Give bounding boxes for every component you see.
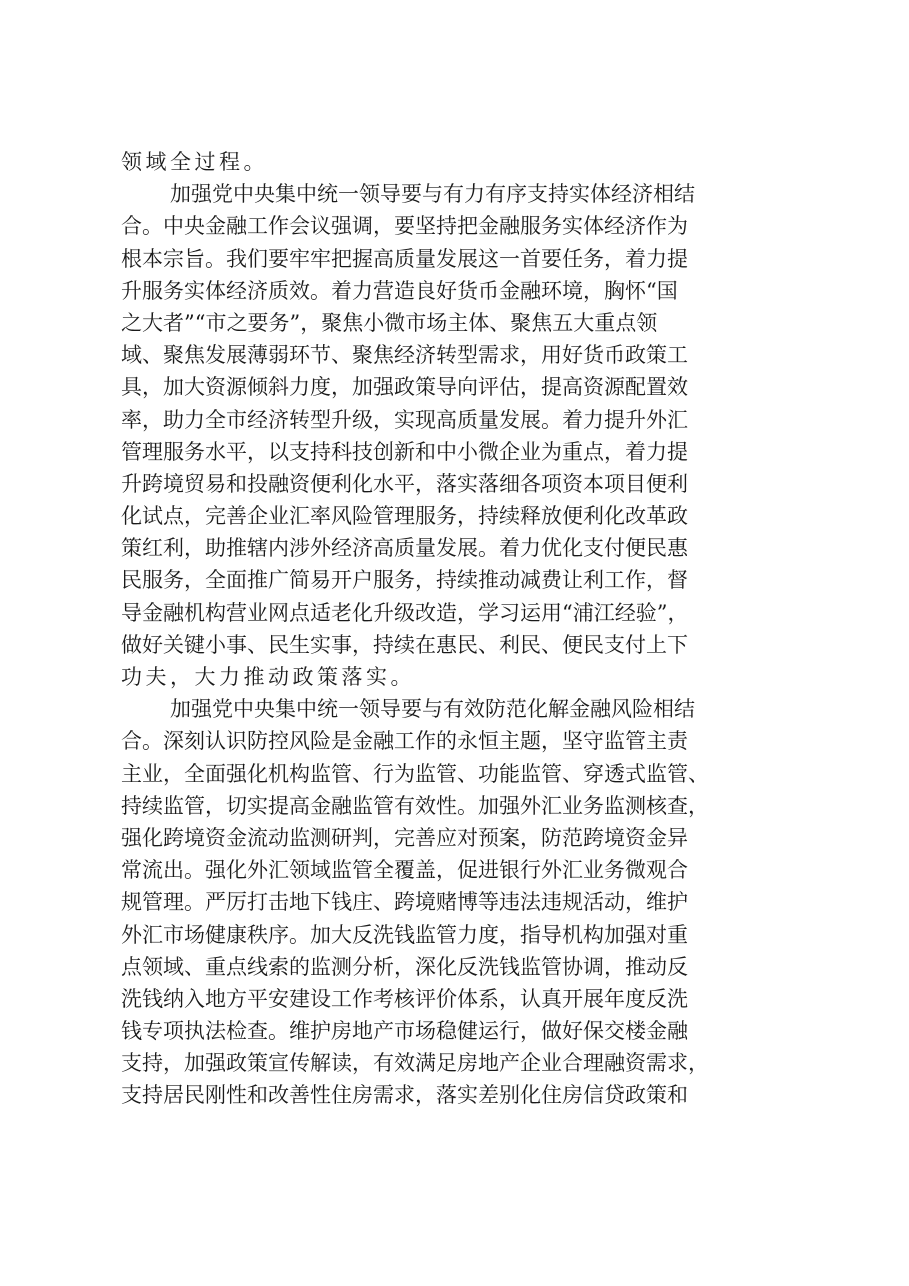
text-line: 域、聚焦发展薄弱环节、聚焦经济转型需求，用好货币政策工 (121, 343, 688, 368)
text-line: 之大者”“市之要务”，聚焦小微市场主体、聚焦五大重点领 (121, 310, 658, 335)
text-line: 升跨境贸易和投融资便利化水平，落实落细各项资本项目便利 (121, 471, 688, 496)
text-line: 管理服务水平，以支持科技创新和中小微企业为重点，着力提 (121, 439, 688, 464)
text-line: 钱专项执法检查。维护房地产市场稳健运行，做好保交楼金融 (121, 1019, 688, 1044)
text-line: 常流出。强化外汇领域监管全覆盖，促进银行外汇业务微观合 (121, 858, 688, 883)
text-line: 民服务，全面推广简易开户服务，持续推动减费让利工作，督 (121, 568, 688, 593)
text-line: 主业，全面强化机构监管、行为监管、功能监管、穿透式监管、 (121, 761, 709, 786)
paragraph-first-line: 加强党中央集中统一领导要与有力有序支持实体经济相结 (170, 182, 695, 207)
text-line: 合。中央金融工作会议强调，要坚持把金融服务实体经济作为 (121, 214, 688, 239)
text-line: 外汇市场健康秩序。加大反洗钱监管力度，指导机构加强对重 (121, 922, 688, 947)
text-line: 洗钱纳入地方平安建设工作考核评价体系，认真开展年度反洗 (121, 986, 688, 1011)
text-line: 根本宗旨。我们要牢牢把握高质量发展这一首要任务，着力提 (121, 246, 688, 271)
text-line: 导金融机构营业网点适老化升级改造，学习运用“浦江经验”， (121, 600, 689, 625)
text-line: 策红利，助推辖内涉外经济高质量发展。着力优化支付便民惠 (121, 536, 688, 561)
text-line: 支持，加强政策宣传解读，有效满足房地产企业合理融资需求， (121, 1051, 709, 1076)
text-line: 具，加大资源倾斜力度，加强政策导向评估，提高资源配置效 (121, 375, 688, 400)
text-line: 点领域、重点线索的监测分析，深化反洗钱监管协调，推动反 (121, 954, 688, 979)
text-line: 规管理。严厉打击地下钱庄、跨境赌博等违法违规活动，维护 (121, 890, 688, 915)
text-line: 支持居民刚性和改善性住房需求，落实差别化住房信贷政策和 (121, 1083, 688, 1108)
text-line: 强化跨境资金流动监测研判，完善应对预案，防范跨境资金异 (121, 825, 688, 850)
text-line: 功夫，大力推动政策落实。 (121, 665, 415, 689)
text-line: 领域全过程。 (121, 150, 268, 174)
text-line: 率，助力全市经济转型升级，实现高质量发展。着力提升外汇 (121, 407, 688, 432)
text-line: 持续监管，切实提高金融监管有效性。加强外汇业务监测核查， (121, 793, 709, 818)
text-line: 合。深刻认识防控风险是金融工作的永恒主题，坚守监管主责 (121, 729, 688, 754)
text-line: 升服务实体经济质效。着力营造良好货币金融环境，胸怀“国 (121, 278, 678, 303)
text-line: 化试点，完善企业汇率风险管理服务，持续释放便利化改革政 (121, 504, 688, 529)
text-line: 做好关键小事、民生实事，持续在惠民、利民、便民支付上下 (121, 632, 688, 657)
paragraph-first-line: 加强党中央集中统一领导要与有效防范化解金融风险相结 (170, 697, 695, 722)
body-text (121, 146, 801, 1112)
